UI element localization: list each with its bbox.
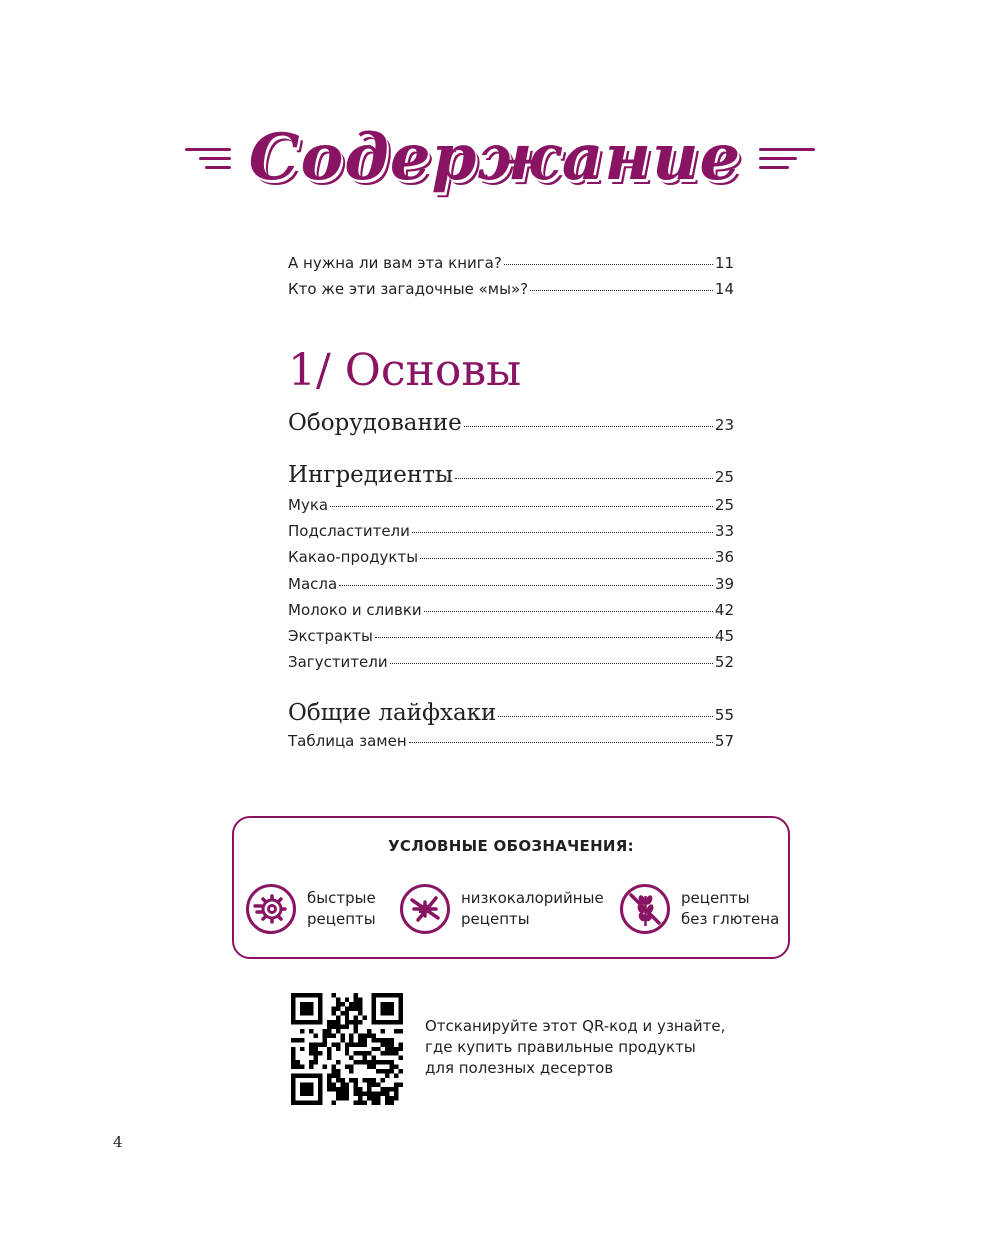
no-gluten-icon [620,884,670,934]
toc-entry-page: 11 [714,254,734,272]
toc-entry-label: Таблица замен [288,732,407,750]
toc-entry-page: 25 [714,496,734,514]
qr-caption: Отсканируйте этот QR-код и узнайте, где купить правильные продукты для полезных десертов [425,1017,726,1077]
dot-leader [530,290,713,291]
toc-section-hacks[interactable] [288,700,734,726]
dot-leader [464,426,713,427]
legend-text: рецепты без глютена [681,889,780,928]
toc-entry-milk[interactable] [288,601,734,619]
legend-text: быстрые рецепты [307,889,376,928]
toc-entry-label: Экстракты [288,627,373,645]
toc-entry-intro-2[interactable] [288,280,734,298]
toc-entry-label: Масла [288,575,338,593]
dot-leader [455,478,713,479]
gear-speed-icon [246,884,296,934]
legend-item-quick [246,884,376,934]
toc-entry-label: Подсластители [288,522,410,540]
toc-section-equipment[interactable] [288,410,734,436]
dot-leader [412,532,713,533]
toc-entry-label: А нужна ли вам эта книга? [288,254,502,272]
dot-leader [330,506,713,507]
toc-entry-intro-1[interactable] [288,254,734,272]
toc-entry-label: Какао-продукты [288,548,419,566]
dot-leader [375,637,713,638]
toc-entry-substitutions[interactable] [288,732,734,750]
chapter-heading: 1/ Основы [288,345,522,396]
toc-entry-flour[interactable] [288,496,734,514]
toc-entry-page: 36 [714,548,734,566]
toc-section-page: 25 [714,468,734,486]
title-area [0,108,1000,208]
dot-leader [424,611,713,612]
toc-entry-page: 57 [714,732,734,750]
toc-entry-page: 14 [714,280,734,298]
toc-section-page: 55 [714,706,734,724]
dot-leader [420,558,713,559]
dot-leader [390,663,713,664]
scale-icon [400,884,450,934]
toc-entry-label: Молоко и сливки [288,601,422,619]
legend-item-lowcal [400,884,604,934]
legend-title: УСЛОВНЫЕ ОБОЗНАЧЕНИЯ: [388,837,634,855]
dot-leader [339,585,713,586]
title-decoration-left [185,148,231,169]
dot-leader [409,742,713,743]
toc-section-label: Ингредиенты [288,462,454,488]
toc-section-label: Общие лайфхаки [288,700,497,726]
toc-entry-thickeners[interactable] [288,653,734,671]
toc-entry-cocoa[interactable] [288,548,734,566]
page-title: Содержание [248,120,742,195]
toc-entry-sweeteners[interactable] [288,522,734,540]
toc-section-page: 23 [714,416,734,434]
dot-leader [504,264,713,265]
toc-section-ingredients[interactable] [288,462,734,488]
dot-leader [498,716,713,717]
legend-box [232,816,790,959]
toc-section-label: Оборудование [288,410,462,436]
toc-entry-label: Мука [288,496,329,514]
toc-entry-page: 45 [714,627,734,645]
legend-text: низкокалорийные рецепты [461,889,604,928]
toc-entry-page: 39 [714,575,734,593]
toc-entry-extracts[interactable] [288,627,734,645]
qr-code[interactable] [291,993,403,1105]
toc-entry-oils[interactable] [288,575,734,593]
toc-entry-page: 33 [714,522,734,540]
toc-entry-page: 52 [714,653,734,671]
legend-item-gluten-free [620,884,779,934]
toc-entry-label: Загустители [288,653,388,671]
toc-entry-label: Кто же эти загадочные «мы»? [288,280,529,298]
title-decoration-right [759,148,815,169]
page-number: 4 [113,1133,123,1151]
toc-entry-page: 42 [714,601,734,619]
